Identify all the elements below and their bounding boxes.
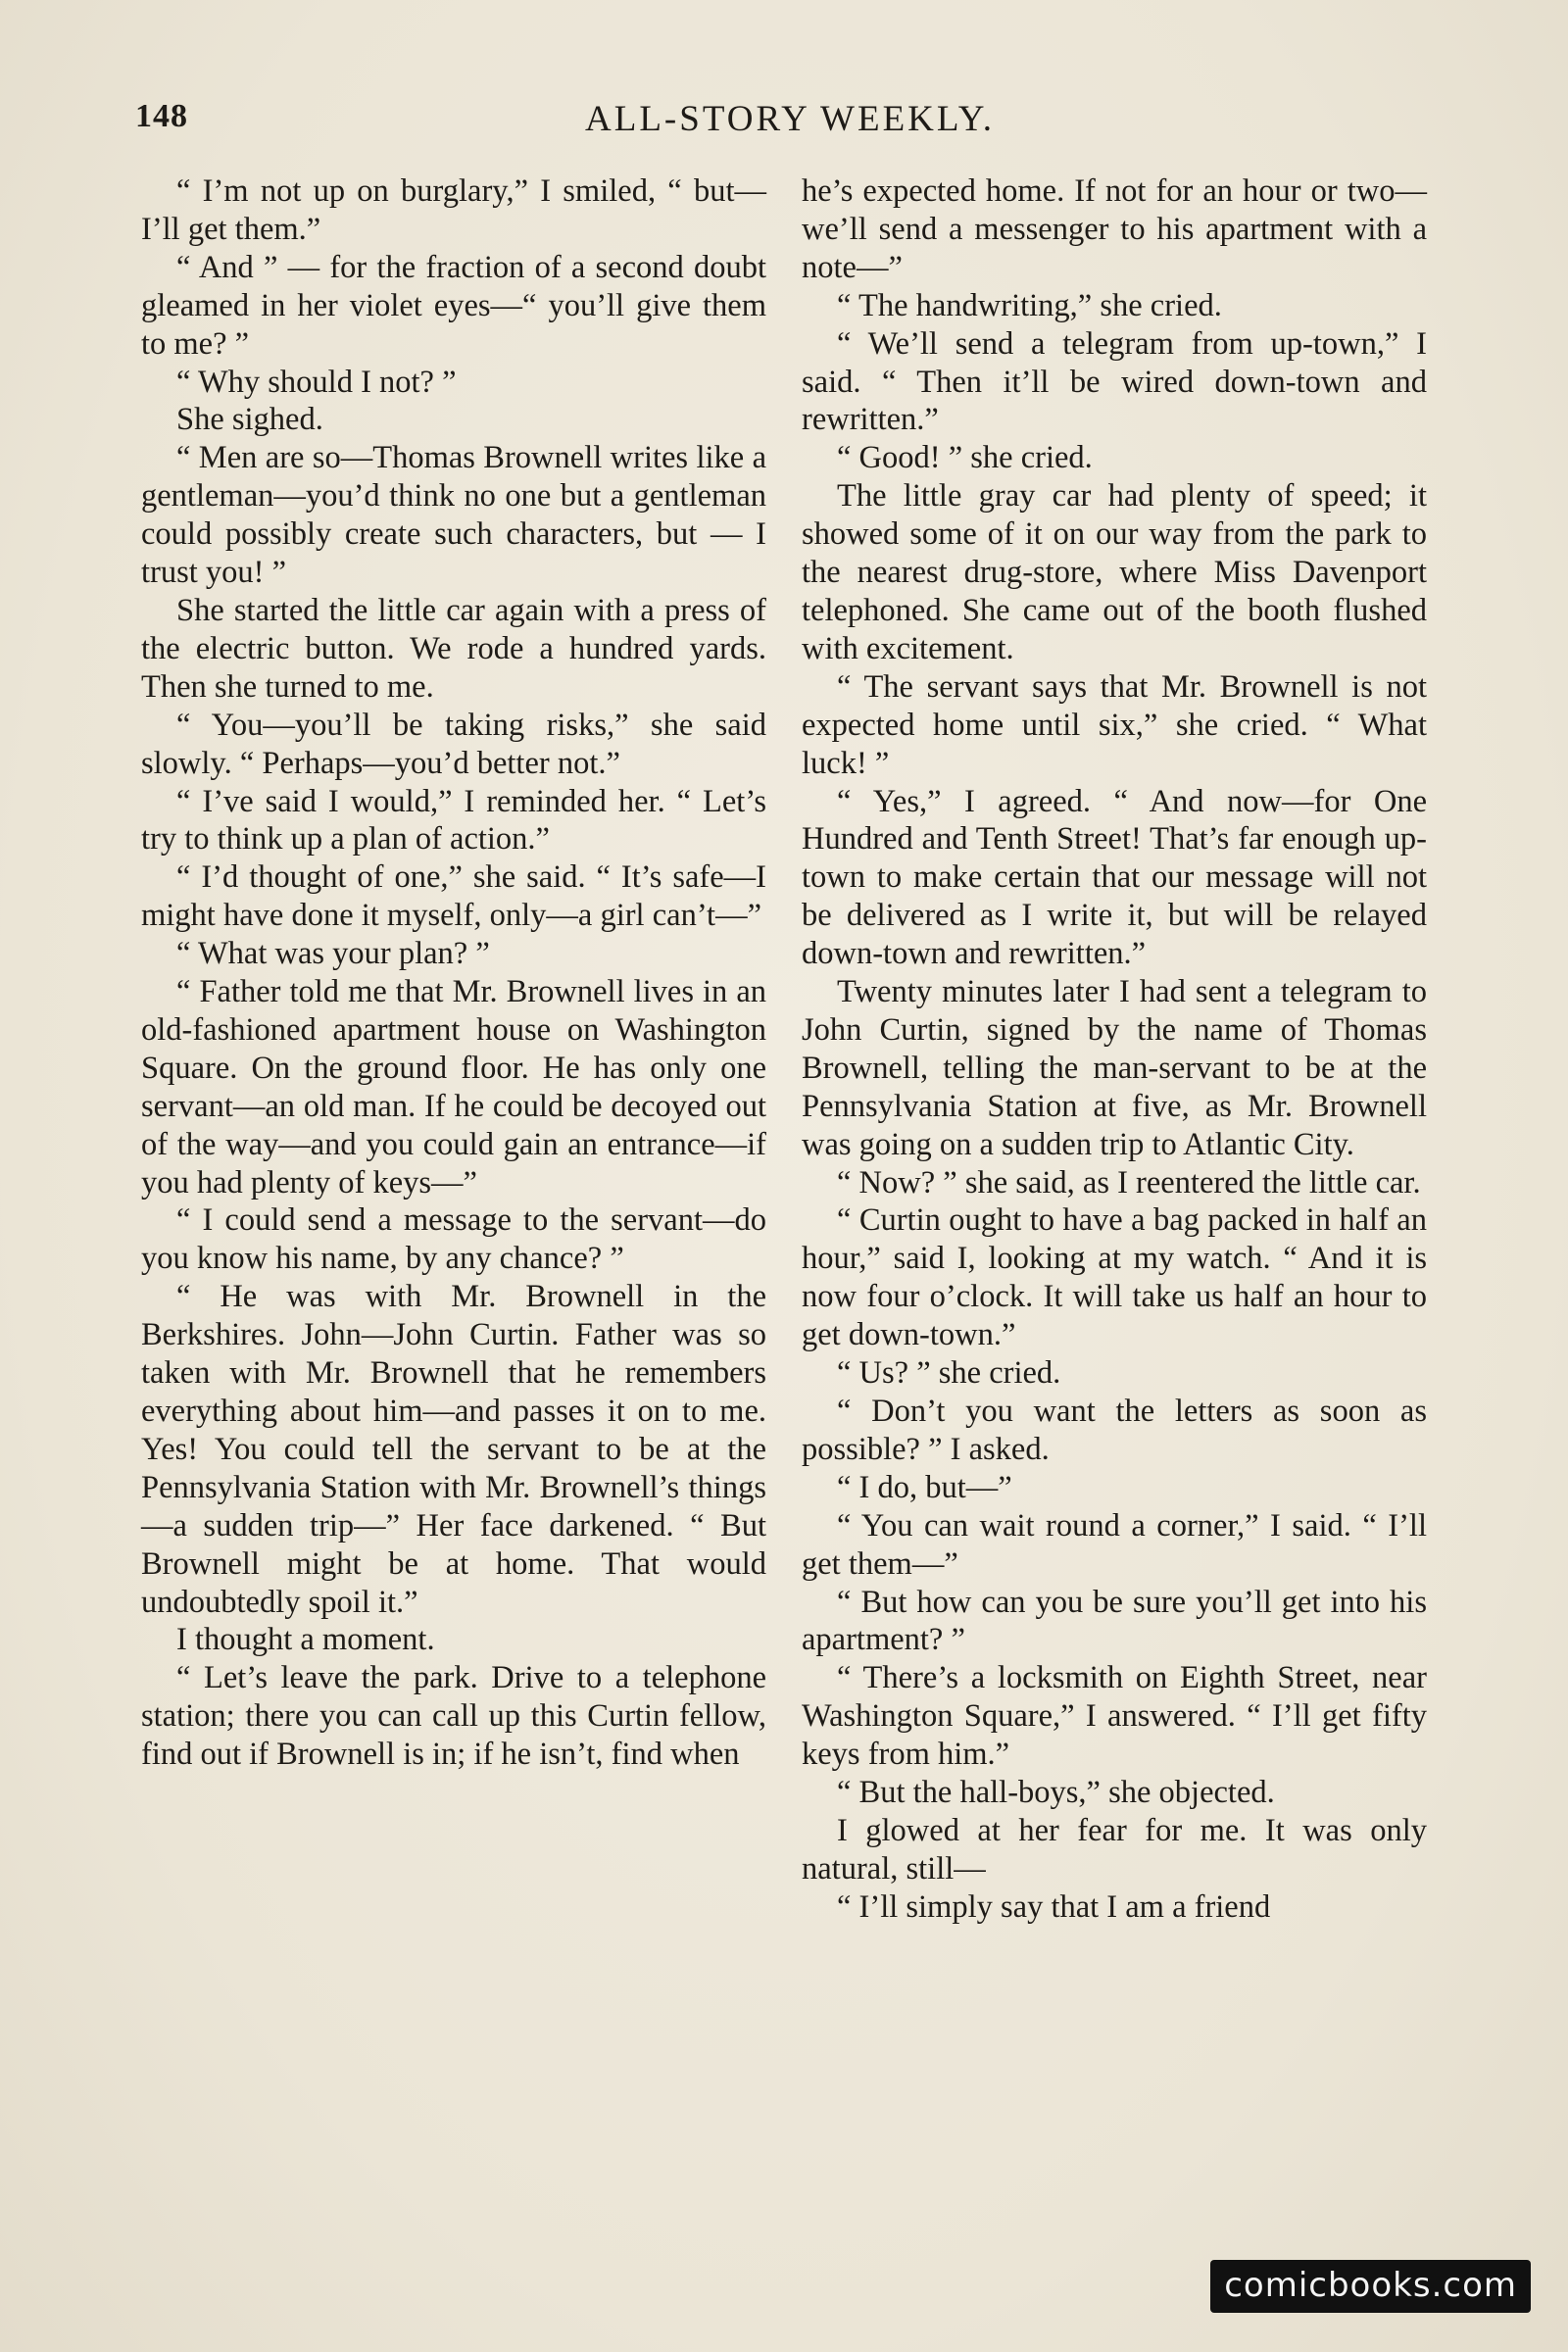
left-column (141, 172, 766, 1774)
paragraph: “ What was your plan? ” (176, 936, 490, 972)
paragraph: “ You—you’ll be taking risks,” she said slowly. “ Perhaps—you’d better not.” (141, 707, 766, 781)
paragraph: “ I’ve said I would,” I reminded her. “ Let’s try to think up a plan of action.” (141, 783, 766, 858)
paragraph: “ Men are so—Thomas Brownell writes like a gentleman—you’d think no one but a gentleman could possibly create such characters, but — I trust you! ” (141, 440, 766, 591)
paragraph: “ There’s a locksmith on Eighth Street, near Washington Square,” I answered. “ I’ll get fifty keys from him.” (802, 1660, 1427, 1773)
paragraph: “ I do, but—” (837, 1469, 1012, 1505)
paragraph: “ Let’s leave the park. Drive to a telephone station; there you can call up this Curtin fellow, find out if Brownell is in; if he isn’t, find when (141, 1660, 766, 1773)
paragraph: “ And ” — for the fraction of a second doubt gleamed in her violet eyes—“ you’ll give them to me? ” (141, 249, 766, 362)
paragraph: Twenty minutes later I had sent a telegram to John Curtin, signed by the name of Thomas Brownell, telling the man-servant to be at the Pennsylvania Station at five, as Mr. Brownell was going on a sudden trip to Atlantic City. (802, 974, 1427, 1162)
paragraph: “ Curtin ought to have a bag packed in half an hour,” said I, looking at my watch. “ And it is now four o’clock. It will take us half an hour to get down-town.” (802, 1202, 1427, 1353)
paragraph: “ Why should I not? ” (176, 364, 457, 400)
paragraph: “ Good! ” she cried. (837, 440, 1093, 476)
paragraph: “ But the hall-boys,” she objected. (837, 1775, 1275, 1811)
paragraph: “ I’m not up on burglary,” I smiled, “ but—I’ll get them.” (141, 173, 766, 247)
page-number: 148 (135, 98, 188, 134)
paragraph: “ But how can you be sure you’ll get into his apartment? ” (802, 1584, 1427, 1658)
paragraph: “ We’ll send a telegram from up-town,” I said. “ Then it’ll be wired down-town and rewritten.” (802, 325, 1427, 438)
paragraph: “ Us? ” she cried. (837, 1355, 1061, 1392)
paragraph: “ Don’t you want the letters as soon as possible? ” I asked. (802, 1394, 1427, 1467)
paragraph: She sighed. (176, 402, 323, 438)
paragraph: “ Yes,” I agreed. “ And now—for One Hundred and Tenth Street! That’s far enough up-town to make certain that our message will not be delivered as I write it, but will be relayed down-town and rewritten.” (802, 783, 1427, 972)
paragraph: The little gray car had plenty of speed; it showed some of it on our way from the park to the nearest drug-store, where Miss Davenport telephoned. She came out of the booth flushed with excitement. (802, 478, 1427, 666)
paragraph: “ He was with Mr. Brownell in the Berkshires. John—John Curtin. Father was so taken with Mr. Brownell that he remembers everything about him—and passes it on to me. Yes! You could tell the servant to be at the Pennsylvania Station with Mr. Brownell’s things—a sudden trip—” Her face darkened. “ But Brownell might be at home. That would undoubtedly spoil it.” (141, 1279, 766, 1620)
paragraph: I thought a moment. (176, 1622, 435, 1658)
paragraph: “ I’d thought of one,” she said. “ It’s safe—I might have done it myself, only—a girl can’t—” (141, 859, 766, 934)
paragraph: “ The servant says that Mr. Brownell is not expected home until six,” she cried. “ What luck! ” (802, 668, 1427, 781)
paragraph: he’s expected home. If not for an hour or two—we’ll send a messenger to his apartment with a note—” (802, 173, 1427, 285)
paragraph: “ Now? ” she said, as I reentered the little car. (837, 1164, 1421, 1200)
paragraph: “ The handwriting,” she cried. (837, 287, 1222, 323)
watermark: comicbooks.com (1210, 2260, 1531, 2313)
paragraph: “ I could send a message to the servant—do you know his name, by any chance? ” (141, 1202, 766, 1277)
paragraph: “ Father told me that Mr. Brownell lives in an old-fashioned apartment house on Washington Square. On the ground floor. He has only one servant—an old man. If he could be decoyed out of the way—and you could gain an entrance—if you had plenty of keys—” (141, 974, 766, 1200)
magazine-title: ALL-STORY WEEKLY. (585, 99, 995, 139)
paragraph: “ I’ll simply say that I am a friend (837, 1888, 1271, 1925)
running-head (135, 98, 1445, 157)
paragraph: “ You can wait round a corner,” I said. “ I’ll get them—” (802, 1507, 1427, 1582)
right-column (802, 172, 1427, 1927)
paragraph: She started the little car again with a press of the electric button. We rode a hundred yards. Then she turned to me. (141, 592, 766, 705)
paragraph: I glowed at her fear for me. It was only natural, still— (802, 1812, 1427, 1886)
